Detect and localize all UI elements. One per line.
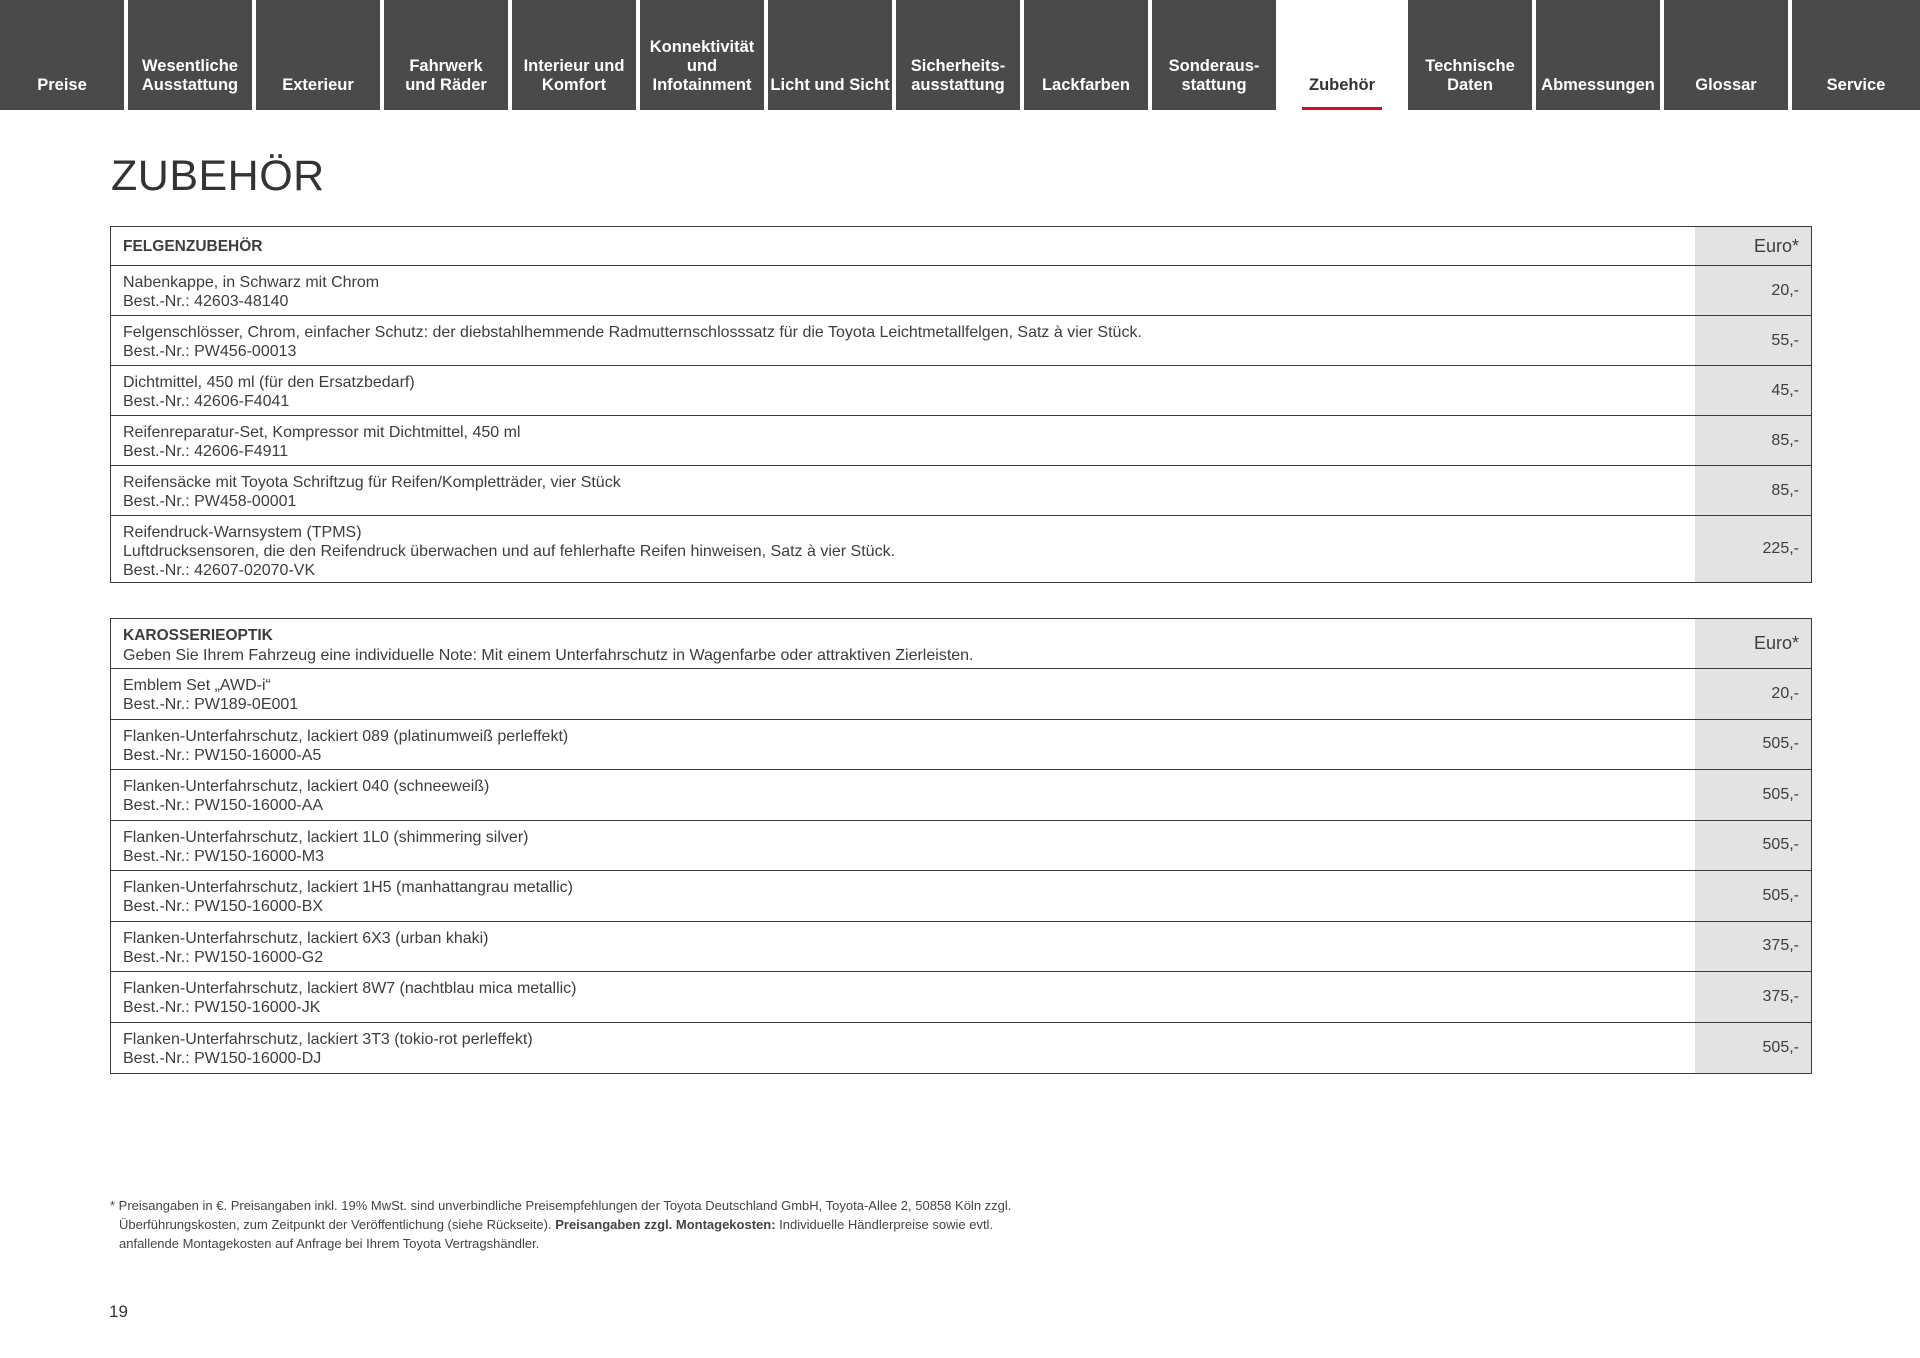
tab-label: Abmessungen <box>1541 76 1655 94</box>
item-text: Flanken-Unterfahrschutz, lackiert 3T3 (tokio-rot perleffekt) <box>123 1030 533 1048</box>
item-part-number: Best.-Nr.: PW150-16000-DJ <box>123 1049 322 1067</box>
tab-label: Wesentliche Ausstattung <box>141 57 239 94</box>
tab-abmessungen[interactable] <box>1536 0 1660 110</box>
tab-zubehör[interactable] <box>1280 0 1404 110</box>
item-part-number: Best.-Nr.: PW150-16000-M3 <box>123 847 324 865</box>
item-text: Flanken-Unterfahrschutz, lackiert 1L0 (shimmering silver) <box>123 828 529 846</box>
table-row <box>111 416 1811 466</box>
item-price: 20,- <box>1695 669 1811 719</box>
item-description <box>111 871 1695 921</box>
tab-sicherheits-ausstattung[interactable] <box>896 0 1020 110</box>
item-description <box>111 266 1695 315</box>
item-price: 505,- <box>1695 871 1811 921</box>
item-text: Flanken-Unterfahrschutz, lackiert 089 (platinumweiß perleffekt) <box>123 727 569 745</box>
tab-label: Konnektivität und Infotainment <box>649 38 755 94</box>
item-price: 505,- <box>1695 720 1811 770</box>
item-part-number: Best.-Nr.: 42603-48140 <box>123 293 289 310</box>
karosserieoptik-table <box>110 618 1812 1074</box>
item-text: Reifenreparatur-Set, Kompressor mit Dichtmittel, 450 ml <box>123 424 521 441</box>
item-price: 45,- <box>1695 366 1811 415</box>
item-price: 85,- <box>1695 466 1811 515</box>
item-price: 225,- <box>1695 516 1811 582</box>
item-price: 505,- <box>1695 1023 1811 1074</box>
tab-label: Sonderaus- stattung <box>1168 57 1260 94</box>
item-description <box>111 366 1695 415</box>
item-price: 375,- <box>1695 972 1811 1022</box>
footnote-text: Überführungskosten, zum Zeitpunkt der Veröffentlichung (siehe Rückseite). <box>119 1217 556 1232</box>
table-row <box>111 366 1811 416</box>
item-text: Nabenkappe, in Schwarz mit Chrom <box>123 274 380 291</box>
table-row <box>111 466 1811 516</box>
item-price: 505,- <box>1695 770 1811 820</box>
tab-fahrwerk-und-räder[interactable] <box>384 0 508 110</box>
table-row <box>111 1023 1811 1074</box>
table-row <box>111 516 1811 582</box>
item-text: Reifendruck-Warnsystem (TPMS) <box>123 524 362 541</box>
table-row <box>111 972 1811 1023</box>
table-row <box>111 871 1811 922</box>
footnote-line: * Preisangaben in €. Preisangaben inkl. 19% MwSt. sind unverbindliche Preisempfehlungen der Toyota Deutschland GmbH, Toyota-Allee 2, 50858 Köln zzgl. <box>110 1198 1012 1213</box>
item-description <box>111 821 1695 871</box>
item-part-number: Best.-Nr.: PW150-16000-A5 <box>123 746 322 764</box>
table-row <box>111 316 1811 366</box>
item-description <box>111 669 1695 719</box>
table-header <box>111 227 1811 266</box>
tab-technische-daten[interactable] <box>1408 0 1532 110</box>
section-nav <box>0 0 1920 110</box>
item-part-number: Best.-Nr.: PW150-16000-G2 <box>123 948 324 966</box>
item-description <box>111 1023 1695 1074</box>
table-row <box>111 720 1811 771</box>
item-text: Flanken-Unterfahrschutz, lackiert 040 (schneeweiß) <box>123 778 490 795</box>
footnote <box>110 1196 1210 1253</box>
item-text: Flanken-Unterfahrschutz, lackiert 6X3 (urban khaki) <box>123 929 489 947</box>
tab-label: Sicherheits- ausstattung <box>910 57 1006 94</box>
table-row <box>111 821 1811 872</box>
page-number: 19 <box>109 1302 128 1321</box>
footnote-text: Individuelle Händlerpreise sowie evtl. <box>775 1217 994 1232</box>
item-price: 375,- <box>1695 922 1811 972</box>
tab-wesentliche-ausstattung[interactable] <box>128 0 252 110</box>
tab-label: Licht und Sicht <box>770 76 890 94</box>
item-part-number: Best.-Nr.: PW150-16000-BX <box>123 898 324 915</box>
tab-label: Zubehör <box>1309 76 1375 94</box>
item-text: Flanken-Unterfahrschutz, lackiert 8W7 (nachtblau mica metallic) <box>123 980 577 997</box>
tab-label: Glossar <box>1695 76 1757 94</box>
footnote-line <box>110 1215 1210 1234</box>
table-heading: FELGENZUBEHÖR <box>123 238 263 255</box>
item-description <box>111 720 1695 770</box>
tab-lackfarben[interactable] <box>1024 0 1148 110</box>
item-description <box>111 416 1695 465</box>
item-description <box>111 922 1695 972</box>
tab-label: Fahrwerk und Räder <box>405 57 487 94</box>
table-subheading: Geben Sie Ihrem Fahrzeug eine individuelle Note: Mit einem Unterfahrschutz in Wagenfarbe oder attraktiven Zierleisten. <box>123 647 974 664</box>
tab-interieur-und-komfort[interactable] <box>512 0 636 110</box>
tab-label: Service <box>1826 76 1886 94</box>
tab-glossar[interactable] <box>1664 0 1788 110</box>
item-description <box>111 316 1695 365</box>
table-heading: KAROSSERIEOPTIK <box>123 627 273 644</box>
item-price: 85,- <box>1695 416 1811 465</box>
footnote-bold-text: Preisangaben zzgl. Montagekosten: <box>555 1217 776 1232</box>
page-title: ZUBEHÖR <box>111 152 325 200</box>
item-text: Luftdrucksensoren, die den Reifendruck überwachen und auf fehlerhafte Reifen hinweisen, Satz à vier Stück. <box>123 543 896 560</box>
item-description <box>111 770 1695 820</box>
currency-header: Euro* <box>1695 227 1811 265</box>
item-text: Reifensäcke mit Toyota Schriftzug für Reifen/Kompletträder, vier Stück <box>123 474 621 491</box>
item-text: Flanken-Unterfahrschutz, lackiert 1H5 (manhattangrau metallic) <box>123 879 573 896</box>
item-description <box>111 466 1695 515</box>
tab-konnektivität-und-infotainment[interactable] <box>640 0 764 110</box>
item-part-number: Best.-Nr.: PW458-00001 <box>123 493 297 510</box>
item-text: Felgenschlösser, Chrom, einfacher Schutz: der diebstahlhemmende Radmutternschlosssatz für die Toyota Leichtmetallfelgen, Satz à vier Stück. <box>123 324 1142 341</box>
table-row <box>111 266 1811 316</box>
item-part-number: Best.-Nr.: PW150-16000-JK <box>123 999 321 1016</box>
item-part-number: Best.-Nr.: 42607-02070-VK <box>123 562 316 579</box>
table-row <box>111 770 1811 821</box>
item-part-number: Best.-Nr.: 42606-F4911 <box>123 443 289 460</box>
item-price: 505,- <box>1695 821 1811 871</box>
item-description <box>111 972 1695 1022</box>
table-header <box>111 619 1811 669</box>
felgenzubehoer-table <box>110 226 1812 583</box>
tab-label: Preise <box>37 76 87 94</box>
tab-preise[interactable] <box>0 0 124 110</box>
tab-label: Exterieur <box>282 76 354 94</box>
tab-label: Lackfarben <box>1041 76 1131 94</box>
item-description <box>111 516 1695 582</box>
currency-header: Euro* <box>1695 619 1811 668</box>
tab-service[interactable] <box>1792 0 1920 110</box>
tab-label: Interieur und Komfort <box>523 57 625 94</box>
item-text: Dichtmittel, 450 ml (für den Ersatzbedarf) <box>123 374 415 391</box>
footnote-line: anfallende Montagekosten auf Anfrage bei Ihrem Toyota Vertragshändler. <box>119 1236 540 1251</box>
tab-label: Technische Daten <box>1425 57 1515 94</box>
table-row <box>111 922 1811 973</box>
item-part-number: Best.-Nr.: PW150-16000-AA <box>123 797 324 814</box>
table-row <box>111 669 1811 720</box>
table-heading-block <box>111 619 1695 668</box>
tab-exterieur[interactable] <box>256 0 380 110</box>
item-price: 55,- <box>1695 316 1811 365</box>
item-text: Emblem Set „AWD-i“ <box>123 677 271 694</box>
item-part-number: Best.-Nr.: PW456-00013 <box>123 343 297 360</box>
item-part-number: Best.-Nr.: 42606-F4041 <box>123 393 290 410</box>
tab-licht-und-sicht[interactable] <box>768 0 892 110</box>
tab-sonderaus-stattung[interactable] <box>1152 0 1276 110</box>
item-price: 20,- <box>1695 266 1811 315</box>
item-part-number: Best.-Nr.: PW189-0E001 <box>123 696 299 713</box>
